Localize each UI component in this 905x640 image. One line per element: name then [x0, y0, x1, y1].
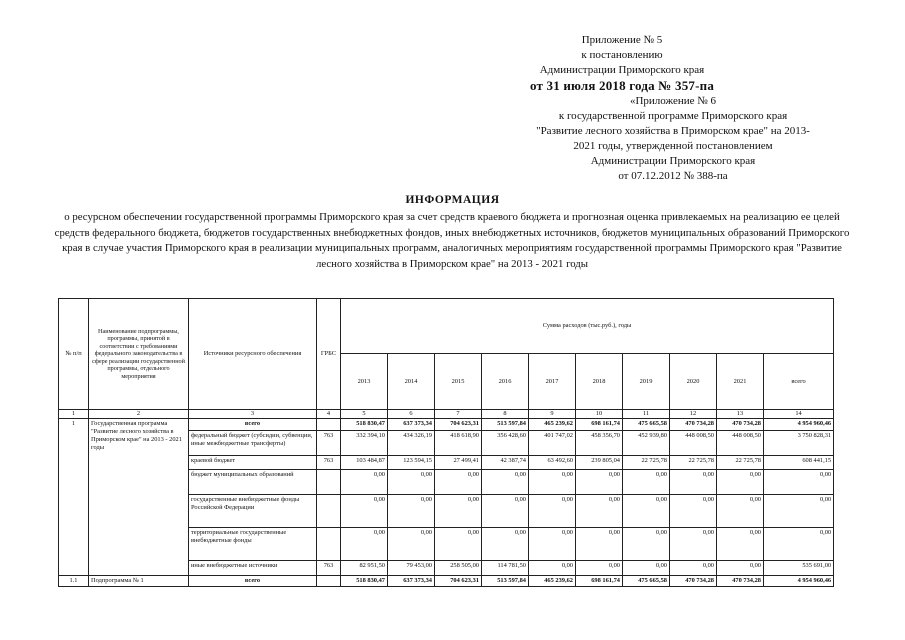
resource-table [58, 298, 834, 587]
row-number: 1 [59, 419, 89, 576]
value-cell: 22 725,78 [717, 456, 764, 470]
col-source-header: Источники ресурсного обеспечения [189, 299, 317, 410]
value-cell: 0,00 [435, 470, 482, 495]
subprogram-row [59, 576, 834, 587]
column-number: 11 [623, 410, 670, 419]
value-cell: 0,00 [576, 495, 623, 528]
value-cell: 470 734,28 [717, 576, 764, 587]
year-header: 2015 [435, 354, 482, 410]
value-cell: 0,00 [670, 495, 717, 528]
value-cell: 401 747,02 [529, 431, 576, 456]
value-cell: 0,00 [717, 495, 764, 528]
value-cell: 0,00 [482, 495, 529, 528]
source-cell: всего [189, 576, 317, 587]
document-title: ИНФОРМАЦИЯ [405, 194, 500, 206]
year-header: 2018 [576, 354, 623, 410]
value-cell: 27 499,41 [435, 456, 482, 470]
subprogram-name: Подпрограмма № 1 [89, 576, 189, 587]
value-cell: 418 618,90 [435, 431, 482, 456]
column-number: 10 [576, 410, 623, 419]
value-cell: 0,00 [435, 495, 482, 528]
approval-header [457, 33, 787, 93]
table-row [59, 419, 834, 431]
source-cell: федеральный бюджет (субсидии, субвенции, иные межбюджетные трансферты) [189, 431, 317, 456]
source-cell: бюджет муниципальных образований [189, 470, 317, 495]
year-header: 2017 [529, 354, 576, 410]
value-cell: 0,00 [764, 470, 834, 495]
value-cell: 4 954 960,46 [764, 419, 834, 431]
value-cell: 0,00 [623, 561, 670, 576]
value-cell: 0,00 [482, 470, 529, 495]
column-number-row [59, 410, 834, 419]
column-number: 5 [341, 410, 388, 419]
source-cell: краевой бюджет [189, 456, 317, 470]
value-cell: 0,00 [435, 528, 482, 561]
value-cell: 475 665,58 [623, 419, 670, 431]
header-line: Администрации Приморского края [539, 64, 705, 76]
header-line: Приложение № 5 [581, 34, 663, 46]
column-number: 3 [189, 410, 317, 419]
value-cell: 79 453,00 [388, 561, 435, 576]
value-cell: 103 484,87 [341, 456, 388, 470]
col-name-header: Наименование подпрограммы, программы, принятой в соответствии с требованиями федерального законодательства в сфере реализации государственной программы, отдельного мероприятия [89, 299, 189, 410]
year-header: всего [764, 354, 834, 410]
value-cell: 258 505,00 [435, 561, 482, 576]
grbs-cell: 763 [317, 561, 341, 576]
value-cell: 82 951,50 [341, 561, 388, 576]
value-cell: 448 008,50 [670, 431, 717, 456]
source-cell: государственные внебюджетные фонды Российской Федерации [189, 495, 317, 528]
column-number: 2 [89, 410, 189, 419]
value-cell: 22 725,78 [623, 456, 670, 470]
source-cell: иные внебюджетные источники [189, 561, 317, 576]
grbs-cell [317, 470, 341, 495]
value-cell: 239 805,04 [576, 456, 623, 470]
value-cell: 0,00 [529, 470, 576, 495]
col-number-header: № п/п [59, 299, 89, 410]
value-cell: 518 830,47 [341, 576, 388, 587]
value-cell: 0,00 [576, 528, 623, 561]
column-number: 13 [717, 410, 764, 419]
program-rows [59, 419, 834, 587]
value-cell: 0,00 [764, 495, 834, 528]
header-decree-date: от 31 июля 2018 года № 357-па [529, 78, 715, 93]
header-line: к постановлению [581, 49, 663, 61]
year-header: 2014 [388, 354, 435, 410]
value-cell: 0,00 [717, 528, 764, 561]
grbs-cell: 763 [317, 431, 341, 456]
column-number: 14 [764, 410, 834, 419]
value-cell: 0,00 [623, 528, 670, 561]
value-cell: 22 725,78 [670, 456, 717, 470]
value-cell: 0,00 [388, 528, 435, 561]
value-cell: 0,00 [388, 495, 435, 528]
document-intro: о ресурсном обеспечении государственной программы Приморского края за счет средств краевого бюджета и прогнозная оценка привлекаемых на реализацию ее целей средств федерального бюджета, бюджетов государственных внебюджетных фондов, иных внебюджетных источников, бюджетов муниципальных образований Приморского края в случае участия Приморского края в реализации муниципальных программ, аналогичных мероприятиям государственной программы Приморского края "Развитие лесного хозяйства в Приморском крае" на 2013 - 2021 годы [54, 211, 850, 270]
year-header: 2021 [717, 354, 764, 410]
source-cell: всего [189, 419, 317, 431]
value-cell: 458 356,70 [576, 431, 623, 456]
header-line: от 07.12.2012 № 388-па [618, 170, 728, 182]
value-cell: 434 326,19 [388, 431, 435, 456]
year-header: 2013 [341, 354, 388, 410]
value-cell: 63 492,60 [529, 456, 576, 470]
value-cell: 123 594,15 [388, 456, 435, 470]
value-cell: 0,00 [576, 470, 623, 495]
column-number: 6 [388, 410, 435, 419]
year-header: 2016 [482, 354, 529, 410]
value-cell: 470 734,28 [670, 419, 717, 431]
column-number: 8 [482, 410, 529, 419]
value-cell: 332 394,10 [341, 431, 388, 456]
value-cell: 465 239,62 [529, 419, 576, 431]
col-grbs-header: ГРБС [317, 299, 341, 410]
value-cell: 535 691,00 [764, 561, 834, 576]
value-cell: 465 239,62 [529, 576, 576, 587]
header-line: 2021 годы, утвержденной постановлением [573, 140, 773, 152]
value-cell: 513 597,84 [482, 576, 529, 587]
value-cell: 704 623,31 [435, 576, 482, 587]
value-cell: 448 008,50 [717, 431, 764, 456]
program-name: Государственная программа "Развитие лесного хозяйства в Приморском крае" на 2013 - 2021 годы [89, 419, 189, 576]
value-cell: 3 750 828,31 [764, 431, 834, 456]
grbs-cell [317, 419, 341, 431]
value-cell: 0,00 [482, 528, 529, 561]
value-cell: 356 428,60 [482, 431, 529, 456]
value-cell: 0,00 [764, 528, 834, 561]
value-cell: 637 373,34 [388, 419, 435, 431]
header-line: "Развитие лесного хозяйства в Приморском крае" на 2013- [536, 125, 810, 137]
col-sum-header: Сумма расходов (тыс.руб.), годы [341, 299, 834, 354]
value-cell: 0,00 [717, 470, 764, 495]
appendix-header [503, 94, 843, 184]
value-cell: 0,00 [670, 561, 717, 576]
column-number: 4 [317, 410, 341, 419]
value-cell: 0,00 [341, 495, 388, 528]
grbs-cell [317, 528, 341, 561]
value-cell: 698 161,74 [576, 576, 623, 587]
value-cell: 0,00 [529, 528, 576, 561]
value-cell: 513 597,84 [482, 419, 529, 431]
year-header: 2020 [670, 354, 717, 410]
value-cell: 0,00 [623, 495, 670, 528]
value-cell: 0,00 [670, 528, 717, 561]
value-cell: 470 734,28 [717, 419, 764, 431]
value-cell: 0,00 [623, 470, 670, 495]
column-number: 1 [59, 410, 89, 419]
value-cell: 4 954 960,46 [764, 576, 834, 587]
value-cell: 637 373,34 [388, 576, 435, 587]
value-cell: 0,00 [388, 470, 435, 495]
value-cell: 475 665,58 [623, 576, 670, 587]
grbs-cell: 763 [317, 456, 341, 470]
year-header: 2019 [623, 354, 670, 410]
value-cell: 518 830,47 [341, 419, 388, 431]
value-cell: 0,00 [670, 470, 717, 495]
value-cell: 42 387,74 [482, 456, 529, 470]
value-cell: 704 623,31 [435, 419, 482, 431]
value-cell: 0,00 [717, 561, 764, 576]
header-line: к государственной программе Приморского края [558, 110, 788, 122]
value-cell: 698 161,74 [576, 419, 623, 431]
column-number: 9 [529, 410, 576, 419]
column-number: 7 [435, 410, 482, 419]
source-cell: территориальные государственные внебюджетные фонды [189, 528, 317, 561]
column-number: 12 [670, 410, 717, 419]
value-cell: 114 781,50 [482, 561, 529, 576]
header-line: Администрации Приморского края [590, 155, 756, 167]
value-cell: 0,00 [576, 561, 623, 576]
value-cell: 470 734,28 [670, 576, 717, 587]
row-number: 1.1 [59, 576, 89, 587]
value-cell: 452 939,80 [623, 431, 670, 456]
value-cell: 0,00 [529, 495, 576, 528]
value-cell: 0,00 [341, 528, 388, 561]
grbs-cell [317, 576, 341, 587]
header-line: «Приложение № 6 [629, 95, 717, 107]
value-cell: 608 441,15 [764, 456, 834, 470]
value-cell: 0,00 [529, 561, 576, 576]
grbs-cell [317, 495, 341, 528]
value-cell: 0,00 [341, 470, 388, 495]
table-header-row [59, 299, 834, 354]
